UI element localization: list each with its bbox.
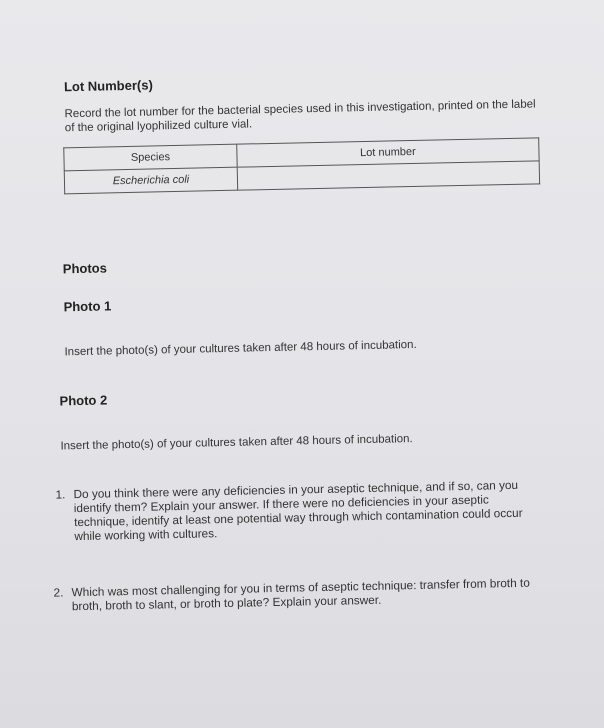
lot-number-header: Lot number	[237, 138, 539, 167]
species-cell: Escherichia coli	[64, 167, 237, 194]
question-1	[55, 477, 544, 544]
lot-number-table	[63, 137, 540, 194]
photo2-instruction: Insert the photo(s) of your cultures taken after 48 hours of incubation.	[60, 433, 413, 453]
species-header: Species	[64, 144, 237, 171]
photo1-instruction: Insert the photo(s) of your cultures taken after 48 hours of incubation.	[64, 338, 417, 359]
lot-number-heading: Lot Number(s)	[63, 77, 153, 95]
photo1-heading: Photo 1	[63, 298, 112, 315]
photos-heading: Photos	[62, 260, 108, 277]
lot-number-cell[interactable]	[237, 161, 539, 190]
question-2-text: Which was most challenging for you in terms of aseptic technique: transfer from broth to broth, broth to slant, or broth to plate? Explain your answer.	[71, 575, 530, 614]
lot-number-instructions: Record the lot number for the bacterial species used in this investigation, printed on the label of the original lyophilized culture vial.	[64, 98, 536, 135]
question-1-number: 1.	[55, 487, 66, 502]
question-1-text: Do you think there were any deficiencies in your aseptic technique, and if so, can you identify them? Explain your answer. If there were no deficiencies in your aseptic technique, identify at least one potential way through which contamination could occur while working with cultures.	[73, 477, 523, 544]
worksheet	[30, 29, 574, 700]
question-2-number: 2.	[53, 585, 64, 600]
question-2	[53, 575, 541, 614]
photo2-heading: Photo 2	[59, 392, 108, 409]
